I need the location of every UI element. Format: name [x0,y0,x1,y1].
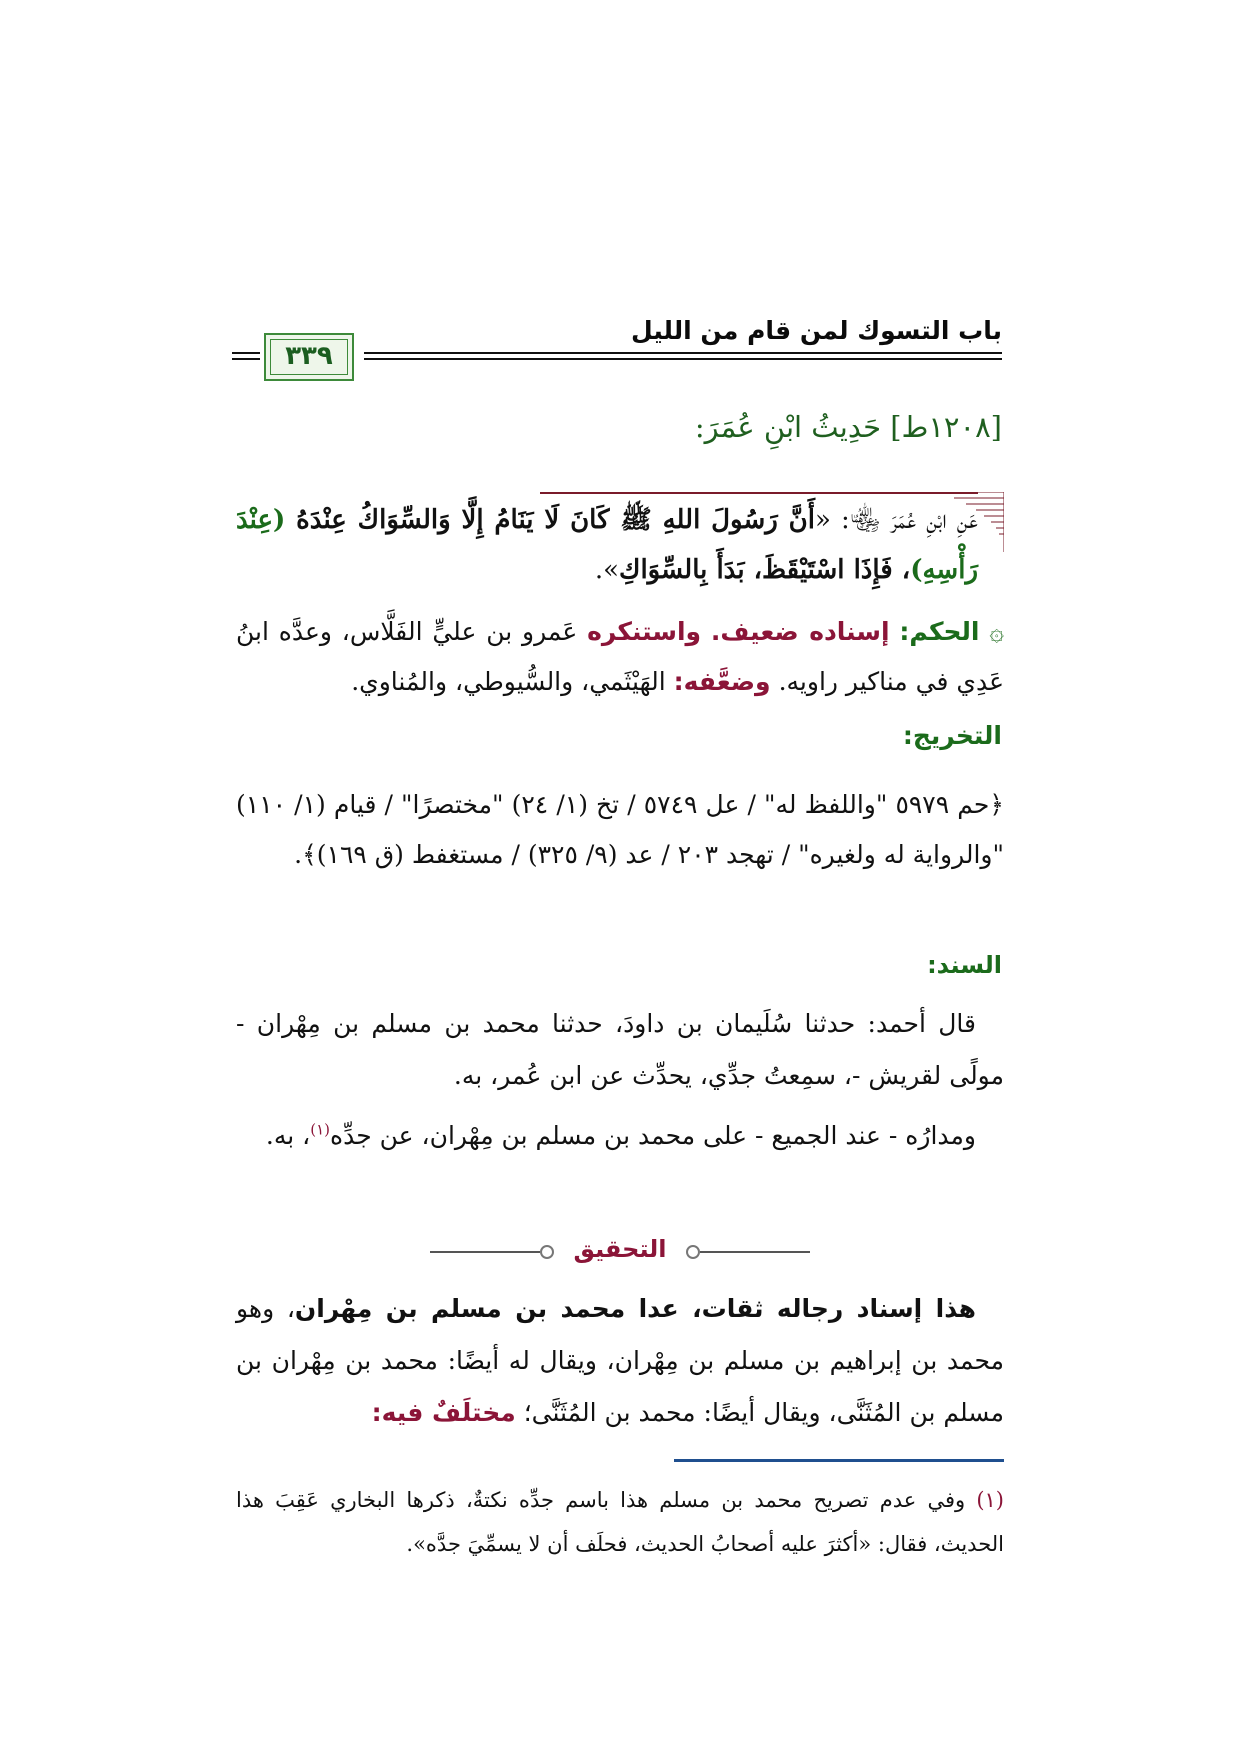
hadith-text [236,495,978,595]
footnote [236,1478,1004,1566]
ruling-reject-text: عَمرو بن عليٍّ الفَلَّاس، وعدَّه ابنُ عَدِي في مناكير راويه. [236,617,1004,696]
sanad-title: السند: [927,951,1002,979]
ruling-reject-label: واستنكره [587,617,702,646]
ruling-label: الحكم: [899,617,980,646]
hadith-top-rule [540,492,978,494]
tahqiq-title: التحقيق [573,1235,667,1263]
section-heading: [١٢٠٨ط] حَدِيثُ ابْنِ عُمَرَ: [694,410,1002,444]
ruling-icon: ۞ [989,617,1004,646]
footnote-number: (١) [976,1488,1004,1512]
page-number-frame [264,333,354,381]
takhrij-title: التخريج: [902,721,1002,750]
tahqiq-maroon: مختلَفٌ فيه: [371,1398,516,1427]
madar-end: ، به. [265,1121,311,1150]
hadith-main: أَنَّ رَسُولَ اللهِ ﷺ كَانَ لَا يَنَامُ إِلَّا وَالسِّوَاكُ عِنْدَهُ [285,505,815,535]
madar-paragraph [236,1110,1004,1162]
footnote-text: وفي عدم تصريح محمد بن مسلم هذا باسم جدِّه نكتةٌ، ذكرها البخاري عَقِبَ هذا الحديث، فقال: «أكثرَ عليه أصحابُ الحديث، فحلَف أن لا يسمِّيَ جدَّه». [236,1488,1004,1556]
ruling-paragraph [236,607,1004,707]
ruling-weak-label: وضعَّفه: [673,667,771,696]
ruling-verdict: إسناده ضعيف. [710,617,890,646]
header-rule-left-top [232,352,260,354]
madar-text: ومدارُه - عند الجميع - على محمد بن مسلم بن مِهْران، عن جدِّه [330,1121,976,1150]
tahqiq-text: ، وهو محمد بن إبراهيم بن مسلم بن مِهْران، ويقال له أيضًا: محمد بن مِهْران بن مسلم بن المُثَنَّى، ويقال أيضًا: محمد بن المُثَنَّى؛ [236,1294,1004,1427]
footnote-separator [674,1459,1004,1462]
tahqiq-paragraph [236,1283,1004,1439]
hadith-close: ». [594,555,620,585]
takhrij-references: ﴿حم ٥٩٧٩ "واللفظ له" / عل ٥٧٤٩ / تخ (١/ ٢٤) "مختصرًا" / قيام (١/ ١١٠) "والرواية له ولغيره" / تهجد ٢٠٣ / عد (٩/ ٣٢٥) / مستغفط (ق ١٦٩)﴾. [236,790,1004,869]
hadith-intro: عَنِ ابْنِ عُمَرَ ﵄: « [815,505,978,535]
sanad-text: قال أحمد: حدثنا سُلَيمان بن داودَ، حدثنا محمد بن مسلم بن مِهْران - مولًى لقريش -، سمِعتُ جدِّي، يحدِّث عن ابن عُمر، به. [236,1009,1004,1090]
header-rule-left-bottom [232,358,260,360]
ruling-weak-text: الهَيْثَمي، والسُّيوطي، والمُناوي. [351,667,674,696]
header-rule-right-top [364,352,1002,354]
footnote-ref[interactable]: (١) [310,1120,331,1139]
chapter-title: باب التسوك لمن قام من الليل [631,316,1002,345]
hadith-variant: (عِنْدَ رَأْسِهِ) [236,505,978,585]
hadith-end: ، فَإِذَا اسْتَيْقَظَ، بَدَأَ بِالسِّوَاكِ [619,555,911,585]
tahqiq-bold: هذا إسناد رجاله ثقات، عدا محمد بن مسلم بن مِهْران [294,1294,976,1323]
header-rule-right-bottom [364,358,1002,360]
page-number: ٣٣٩ [285,341,333,371]
